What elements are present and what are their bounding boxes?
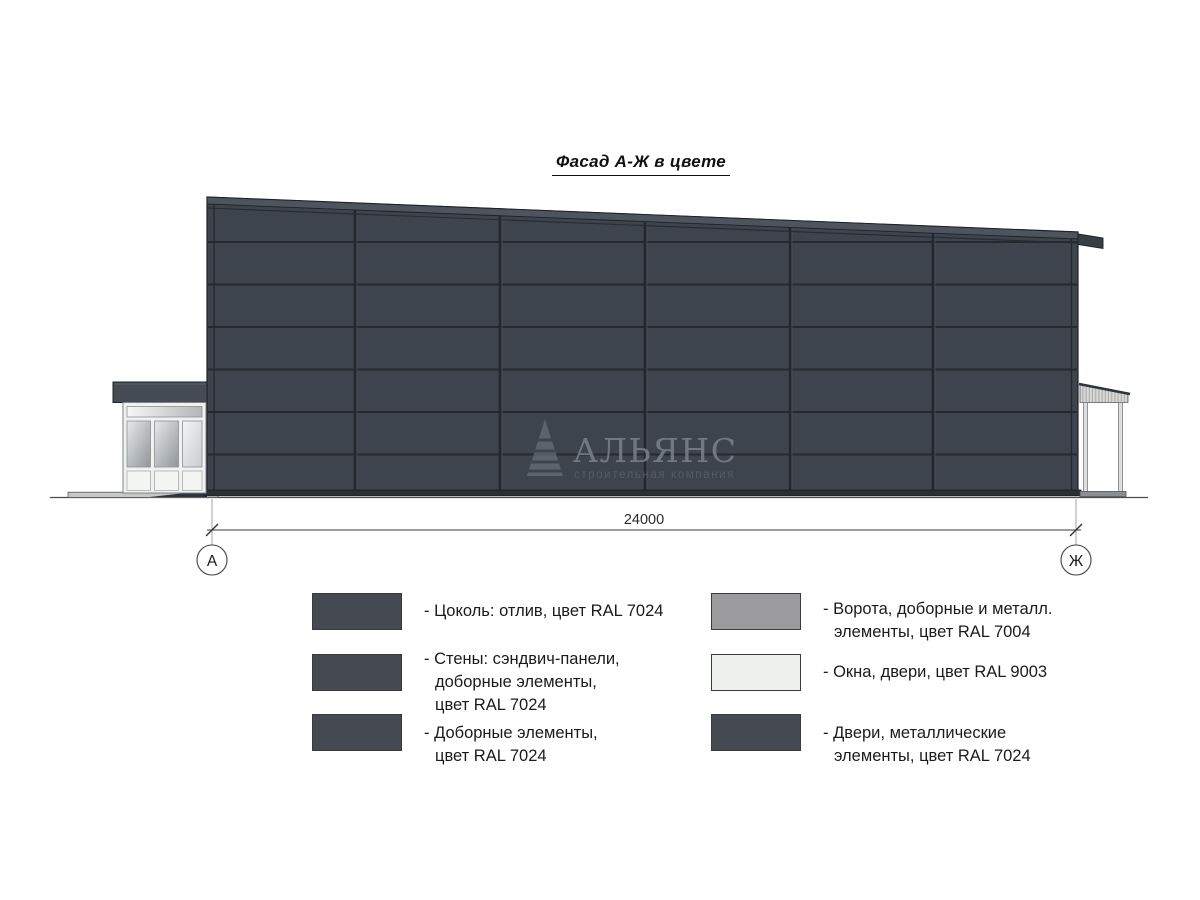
axis-label-zh: Ж <box>1068 553 1084 570</box>
canopy-base <box>1080 492 1126 497</box>
axis-label-a: А <box>206 553 218 570</box>
transom-window <box>127 407 202 418</box>
legend-swatch-windows <box>711 654 801 691</box>
side-canopy-annex <box>1079 384 1130 497</box>
drawing-title: Фасад А-Ж в цвете <box>552 152 730 176</box>
legend-label-doors: - Двери, металлические элементы, цвет RAL 7024 <box>823 724 1031 765</box>
legend-label-gates: - Ворота, доборные и металл. элементы, цвет RAL 7004 <box>823 600 1053 641</box>
legend-label-trim: - Доборные элементы, цвет RAL 7024 <box>424 724 598 765</box>
glazed-doors <box>127 421 202 491</box>
roof-flashing-right <box>1078 234 1103 249</box>
legend-swatch-trim <box>312 714 402 751</box>
plinth-band <box>204 490 1081 496</box>
legend-label-plinth: - Цоколь: отлив, цвет RAL 7024 <box>424 602 664 620</box>
canopy-post-right <box>1119 403 1123 493</box>
canopy-post-left <box>1084 403 1088 493</box>
dimension-value: 24000 <box>623 512 665 528</box>
axis-markers <box>197 545 1091 575</box>
watermark-company-subtitle: строительная компания <box>574 469 735 481</box>
legend-label-walls: - Стены: сэндвич-панели, доборные элементы, цвет RAL 7024 <box>424 650 620 714</box>
legend-swatch-walls <box>312 654 402 691</box>
entrance-canopy <box>113 382 207 403</box>
entrance-annex <box>113 382 207 493</box>
dimension-24000 <box>206 499 1082 545</box>
legend-swatch-gates <box>711 593 801 630</box>
legend-swatch-doors <box>711 714 801 751</box>
legend-label-windows: - Окна, двери, цвет RAL 9003 <box>823 663 1048 681</box>
watermark-company-name: АЛЬЯНС <box>573 431 738 470</box>
legend-swatch-plinth <box>312 593 402 630</box>
